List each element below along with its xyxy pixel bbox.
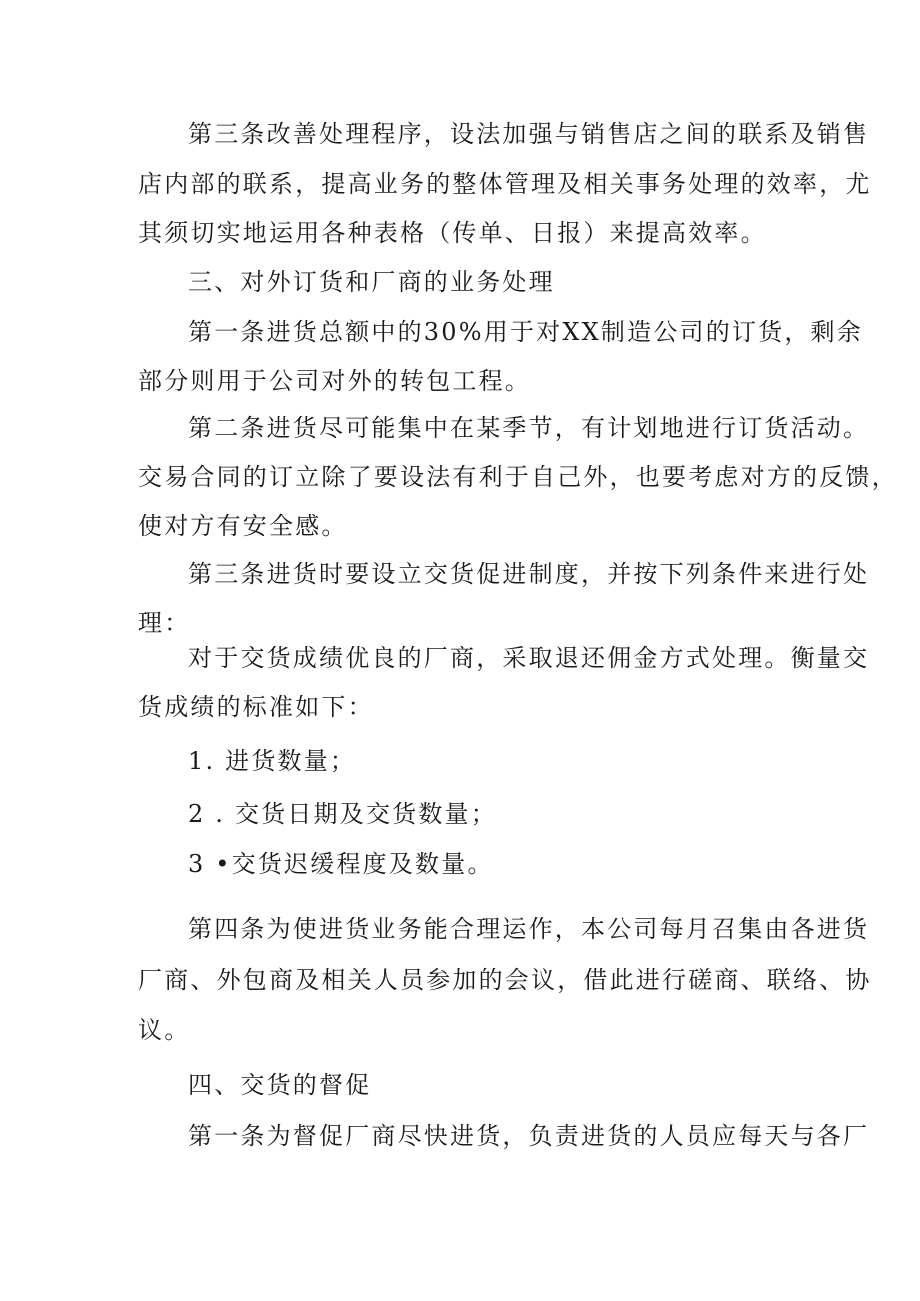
section-heading: 四、交货的督促	[188, 1071, 372, 1099]
section-heading: 三、对外订货和厂商的业务处理	[188, 268, 555, 296]
text-line: 第一条进货总额中的30%用于对XX制造公司的订货，剩余	[188, 318, 863, 346]
text-line: 第四条为使进货业务能合理运作，本公司每月召集由各进货	[188, 915, 870, 943]
text-line: 第一条为督促厂商尽快进货，负责进货的人员应每天与各厂	[188, 1122, 870, 1150]
text-line: 对于交货成绩优良的厂商，采取退还佣金方式处理。衡量交	[188, 644, 870, 672]
text-line: 其须切实地运用各种表格（传单、日报）来提高效率。	[138, 219, 767, 247]
text-line: 货成绩的标准如下：	[138, 693, 374, 721]
text-line: 交易合同的订立除了要设法有利于自己外，也要考虑对方的反馈，	[138, 463, 898, 491]
text-line: 议。	[138, 1016, 191, 1044]
text-line: 店内部的联系，提高业务的整体管理及相关事务处理的效率，尤	[138, 170, 872, 198]
text-line: 第三条进货时要设立交货促进制度，并按下列条件来进行处	[188, 560, 870, 588]
text-line: 理：	[138, 609, 191, 637]
list-item: 2 . 交货日期及交货数量；	[188, 800, 497, 828]
text-line: 部分则用于公司对外的转包工程。	[138, 367, 531, 395]
list-item: 1. 进货数量；	[188, 747, 357, 775]
text-line: 使对方有安全感。	[138, 512, 348, 540]
list-item: 3 •交货迟缓程度及数量。	[188, 850, 494, 878]
text-line: 厂商、外包商及相关人员参加的会议，借此进行磋商、联络、协	[138, 966, 872, 994]
text-line: 第三条改善处理程序，设法加强与销售店之间的联系及销售	[188, 120, 870, 148]
text-line: 第二条进货尽可能集中在某季节，有计划地进行订货活动。	[188, 414, 870, 442]
